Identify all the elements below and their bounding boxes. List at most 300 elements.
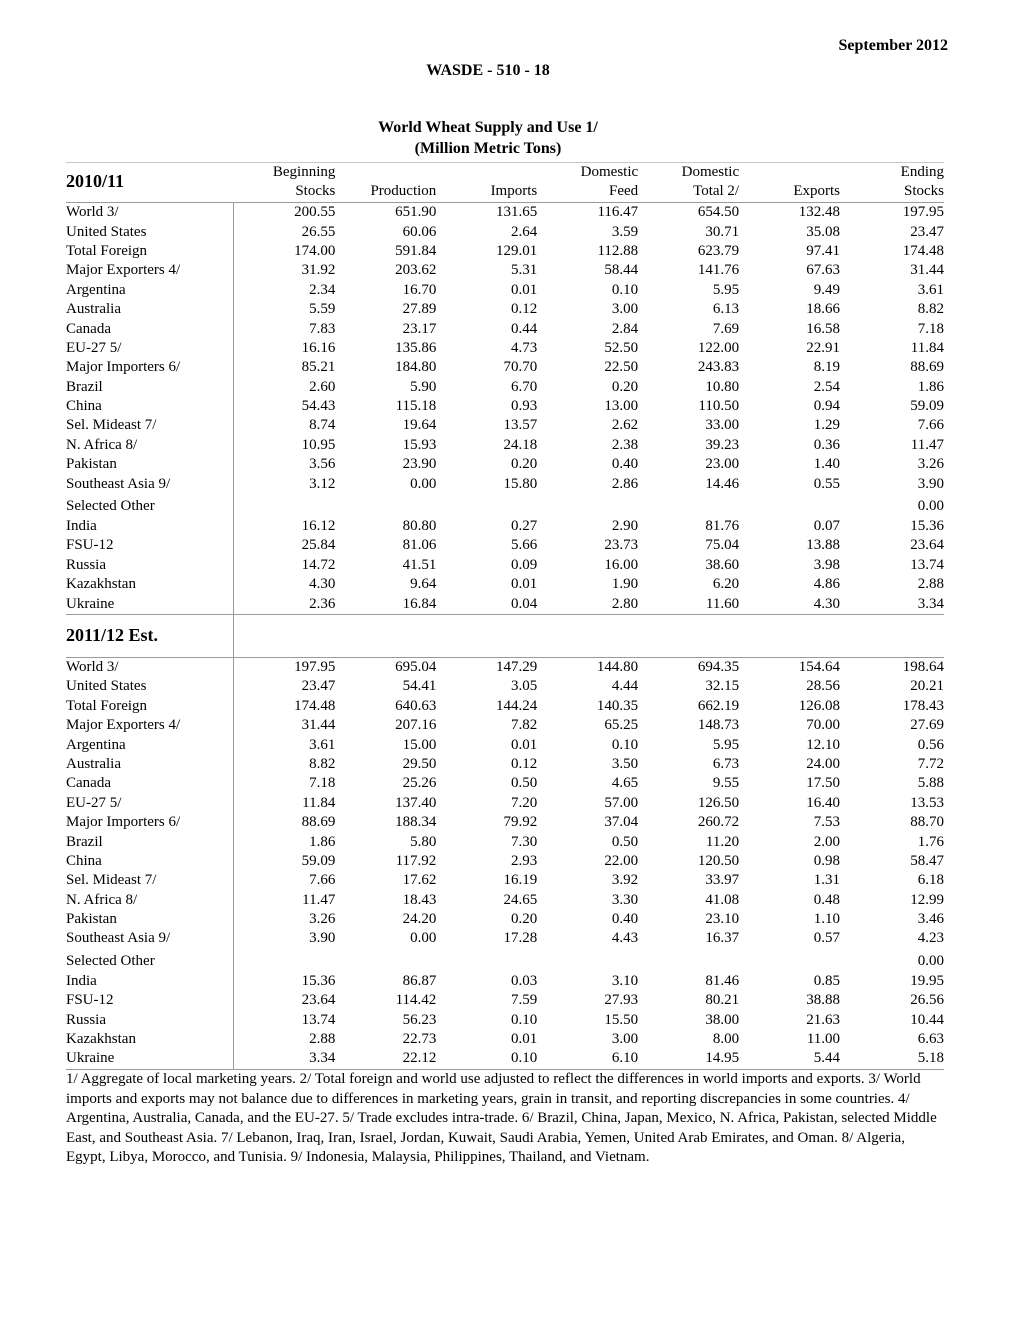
- table-cell: 16.84: [335, 594, 436, 614]
- table-cell: 174.48: [294, 697, 336, 714]
- table-cell: 207.16: [395, 717, 437, 734]
- table-row: [66, 378, 944, 397]
- table-cell: 39.23: [705, 436, 740, 453]
- table-row: [66, 1030, 944, 1049]
- table-cell: 3.10: [611, 972, 639, 989]
- table-cell: 0.20: [510, 456, 538, 473]
- table-cell: 70.70: [503, 359, 538, 376]
- table-cell: 2.84: [611, 320, 639, 337]
- table-cell: 117.92: [395, 852, 437, 869]
- column-header-top: Domestic: [537, 163, 638, 183]
- table-cell: 33.00: [705, 417, 740, 434]
- table-cell: 67.63: [806, 262, 841, 279]
- table-row: [66, 474, 944, 493]
- table-cell: 12.99: [910, 891, 944, 908]
- table-cell: 8.74: [309, 417, 336, 434]
- table-cell: 19.95: [910, 972, 944, 989]
- table-cell: 0.00: [917, 497, 944, 514]
- table-cell: 197.95: [840, 203, 944, 223]
- table-cell: 16.40: [806, 794, 841, 811]
- table-cell: 16.58: [806, 320, 841, 337]
- table-cell: 0.07: [813, 518, 841, 535]
- table-cell: 88.69: [910, 359, 944, 376]
- table-cell: 0.10: [510, 1011, 538, 1028]
- table-cell: 11.60: [638, 594, 739, 614]
- column-header-top: Ending: [840, 163, 944, 183]
- column-header: Stocks: [295, 183, 336, 199]
- table-cell: 59.09: [910, 398, 944, 415]
- year-heading: 2011/12 Est.: [66, 624, 159, 645]
- table-cell: 32.15: [705, 678, 740, 695]
- table-cell: 24.18: [503, 436, 538, 453]
- table-cell: 126.50: [697, 794, 740, 811]
- table-cell: 0.94: [813, 398, 841, 415]
- table-cell: 80.80: [402, 518, 437, 535]
- table-cell: 144.24: [495, 697, 538, 714]
- table-cell: 3.26: [309, 911, 336, 928]
- row-label: Kazakhstan: [66, 1030, 233, 1049]
- table-cell: 0.40: [611, 456, 639, 473]
- table-cell: 37.04: [604, 814, 639, 831]
- table-cell: 114.42: [395, 992, 437, 1009]
- table-cell: 200.55: [233, 203, 335, 223]
- row-label: Australia: [66, 755, 233, 774]
- table-cell: 7.30: [510, 833, 538, 850]
- table-row: [66, 397, 944, 416]
- table-row: [66, 657, 944, 677]
- table-cell: 2.54: [813, 378, 841, 395]
- table-cell: 16.00: [604, 556, 639, 573]
- year-heading: 2010/11: [66, 171, 125, 191]
- row-label: World 3/: [66, 203, 233, 223]
- row-label: Russia: [66, 556, 233, 575]
- table-cell: 1.86: [917, 378, 944, 395]
- table-cell: 25.26: [402, 775, 437, 792]
- table-cell: 10.44: [910, 1011, 944, 1028]
- table-cell: 3.98: [813, 556, 841, 573]
- year-row-spacer: [233, 614, 944, 657]
- table-cell: 1.76: [917, 833, 944, 850]
- table-cell: [335, 494, 436, 517]
- row-label: Major Exporters 4/: [66, 261, 233, 280]
- table-cell: 0.36: [813, 436, 841, 453]
- table-cell: 5.95: [712, 281, 740, 298]
- table-cell: 65.25: [604, 717, 639, 734]
- table-cell: 3.90: [309, 930, 336, 947]
- table-cell: 13.00: [604, 398, 639, 415]
- table-cell: 116.47: [537, 203, 638, 223]
- table-cell: 38.60: [705, 556, 740, 573]
- column-header: Total 2/: [693, 183, 740, 199]
- table-cell: 8.82: [917, 301, 944, 318]
- table-cell: 4.86: [813, 576, 841, 593]
- table-cell: 144.80: [537, 657, 638, 677]
- table-cell: 135.86: [395, 339, 437, 356]
- row-label: N. Africa 8/: [66, 891, 233, 910]
- table-cell: 22.00: [604, 852, 639, 869]
- table-cell: 141.76: [697, 262, 740, 279]
- table-row: [66, 575, 944, 594]
- table-cell: 3.34: [840, 594, 944, 614]
- table-title: World Wheat Supply and Use 1/: [378, 119, 598, 136]
- table-cell: 24.65: [503, 891, 538, 908]
- table-cell: 15.36: [301, 972, 336, 989]
- table-cell: 33.97: [705, 872, 740, 889]
- table-cell: 126.08: [798, 697, 841, 714]
- table-cell: 2.88: [917, 576, 944, 593]
- table-cell: 11.84: [910, 339, 944, 356]
- table-cell: 2.38: [611, 436, 639, 453]
- table-cell: 137.40: [395, 794, 437, 811]
- year-section-row: [66, 614, 944, 657]
- table-cell: 243.83: [697, 359, 740, 376]
- table-cell: 3.56: [309, 456, 336, 473]
- table-cell: 115.18: [395, 398, 437, 415]
- table-cell: 4.43: [611, 930, 639, 947]
- table-cell: 26.55: [301, 223, 336, 240]
- row-label: Brazil: [66, 832, 233, 851]
- table-cell: 7.69: [712, 320, 740, 337]
- table-row: [66, 891, 944, 910]
- table-cell: 174.48: [902, 242, 944, 259]
- table-cell: 591.84: [395, 242, 437, 259]
- table-cell: 3.00: [611, 301, 639, 318]
- table-cell: 22.91: [806, 339, 841, 356]
- table-cell: 4.44: [611, 678, 639, 695]
- table-cell: 651.90: [335, 203, 436, 223]
- row-label: Southeast Asia 9/: [66, 474, 233, 493]
- table-cell: 662.19: [697, 697, 740, 714]
- table-cell: 11.47: [910, 436, 944, 453]
- table-cell: 9.55: [712, 775, 740, 792]
- table-cell: 203.62: [395, 262, 437, 279]
- table-cell: 7.18: [309, 775, 336, 792]
- table-cell: [436, 494, 537, 517]
- table-cell: 0.55: [813, 475, 841, 492]
- table-cell: 147.29: [436, 657, 537, 677]
- table-row: [66, 794, 944, 813]
- table-row: [66, 735, 944, 754]
- table-cell: 25.84: [301, 537, 336, 554]
- table-cell: 623.79: [697, 242, 740, 259]
- table-cell: [436, 949, 537, 972]
- table-cell: [233, 494, 335, 517]
- table-cell: 132.48: [739, 203, 840, 223]
- table-cell: 0.20: [510, 911, 538, 928]
- table-cell: 81.46: [705, 972, 740, 989]
- table-cell: 122.00: [697, 339, 740, 356]
- table-row: [66, 339, 944, 358]
- table-cell: 17.28: [503, 930, 538, 947]
- table-cell: 11.47: [302, 891, 336, 908]
- report-date: September 2012: [838, 37, 948, 54]
- table-row: [66, 358, 944, 377]
- row-label: China: [66, 852, 233, 871]
- table-cell: 81.06: [402, 537, 437, 554]
- table-cell: 7.20: [510, 794, 538, 811]
- table-cell: 3.61: [309, 736, 336, 753]
- table-cell: 23.64: [301, 992, 336, 1009]
- table-cell: 0.12: [510, 301, 538, 318]
- table-cell: 120.50: [697, 852, 740, 869]
- table-cell: 86.87: [402, 972, 437, 989]
- table-cell: [537, 949, 638, 972]
- table-cell: 24.20: [402, 911, 437, 928]
- table-cell: 52.50: [604, 339, 639, 356]
- table-cell: 184.80: [395, 359, 437, 376]
- table-cell: 2.88: [309, 1031, 336, 1048]
- table-cell: 14.46: [705, 475, 740, 492]
- column-header-row-top: [66, 163, 944, 183]
- table-cell: 38.88: [806, 992, 841, 1009]
- table-cell: 23.00: [705, 456, 740, 473]
- table-cell: 7.53: [813, 814, 841, 831]
- table-cell: 174.00: [294, 242, 336, 259]
- table-row: [66, 222, 944, 241]
- row-label: Sel. Mideast 7/: [66, 416, 233, 435]
- table-cell: 0.50: [510, 775, 538, 792]
- table-cell: 0.01: [510, 1031, 538, 1048]
- table-cell: 4.30: [309, 576, 336, 593]
- table-cell: 3.50: [611, 755, 639, 772]
- table-row: [66, 972, 944, 991]
- table-row: [66, 949, 944, 972]
- table-cell: 5.44: [739, 1049, 840, 1069]
- table-cell: [638, 949, 739, 972]
- table-cell: [537, 494, 638, 517]
- table-cell: 110.50: [698, 398, 740, 415]
- table-cell: 15.00: [402, 736, 437, 753]
- table-subtitle: (Million Metric Tons): [414, 140, 562, 157]
- table-row: [66, 991, 944, 1010]
- footnotes: 1/ Aggregate of local marketing years. 2/ Total foreign and world use adjusted to reflect the differences in world imports and exports. 3/ World imports and exports may not balance due to differences in marketing years, grain in transit, and reporting discrepancies in some countries. 4/ Argentina, Australia, Canada, and the EU-27. 5/ Trade excludes intra-trade. 6/ Brazil, China, Japan, Mexico, N. Africa, Pakistan, selected Middle East, and Southeast Asia. 7/ Lebanon, Iraq, Iran, Israel, Jordan, Kuwait, Saudi Arabia, Yemen, United Arab Emirates, and Oman. 8/ Algeria, Egypt, Libya, Morocco, and Tunisia. 9/ Indonesia, Malaysia, Philippines, Thailand, and Vietnam.: [66, 1071, 937, 1165]
- table-cell: 1.40: [813, 456, 841, 473]
- table-cell: 5.90: [410, 378, 437, 395]
- table-cell: 0.10: [436, 1049, 537, 1069]
- table-cell: 31.92: [301, 262, 336, 279]
- table-cell: 2.00: [813, 833, 841, 850]
- table-cell: 0.93: [510, 398, 538, 415]
- table-row: [66, 536, 944, 555]
- table-cell: 0.20: [611, 378, 639, 395]
- table-cell: 5.18: [840, 1049, 944, 1069]
- table-cell: 0.00: [917, 952, 944, 969]
- table-cell: 694.35: [638, 657, 739, 677]
- table-cell: 1.31: [813, 872, 841, 889]
- table-cell: 15.50: [604, 1011, 639, 1028]
- table-cell: 7.83: [309, 320, 336, 337]
- row-label: United States: [66, 222, 233, 241]
- row-label: Canada: [66, 319, 233, 338]
- table-cell: 0.44: [510, 320, 538, 337]
- row-label: World 3/: [66, 657, 233, 677]
- table-cell: 17.50: [806, 775, 841, 792]
- table-cell: 2.34: [309, 281, 336, 298]
- table-cell: 54.43: [301, 398, 336, 415]
- table-cell: 3.05: [510, 678, 538, 695]
- report-id: WASDE - 510 - 18: [426, 62, 550, 79]
- table-row: [66, 517, 944, 536]
- table-cell: 6.73: [712, 755, 740, 772]
- table-cell: 695.04: [335, 657, 436, 677]
- table-cell: 0.57: [813, 930, 841, 947]
- table-cell: 0.01: [510, 281, 538, 298]
- table-cell: 148.73: [697, 717, 740, 734]
- table-cell: 12.10: [806, 736, 841, 753]
- table-row: [66, 261, 944, 280]
- row-label: EU-27 5/: [66, 339, 233, 358]
- table-cell: 11.00: [806, 1031, 841, 1048]
- table-cell: 59.09: [301, 852, 336, 869]
- row-label: Australia: [66, 300, 233, 319]
- table-cell: 131.65: [436, 203, 537, 223]
- table-cell: 5.88: [917, 775, 944, 792]
- row-label: Pakistan: [66, 455, 233, 474]
- table-cell: 7.18: [917, 320, 944, 337]
- table-row: [66, 300, 944, 319]
- row-label: India: [66, 517, 233, 536]
- row-label: FSU-12: [66, 536, 233, 555]
- table-cell: 23.47: [910, 223, 944, 240]
- row-label: Argentina: [66, 735, 233, 754]
- table-cell: 8.19: [813, 359, 841, 376]
- row-label: Southeast Asia 9/: [66, 929, 233, 948]
- table-cell: 0.48: [813, 891, 841, 908]
- table-cell: 22.50: [604, 359, 639, 376]
- column-header: Stocks: [903, 183, 944, 199]
- table-cell: 6.18: [917, 872, 944, 889]
- table-cell: 3.30: [611, 891, 639, 908]
- table-cell: 654.50: [638, 203, 739, 223]
- table-cell: 27.89: [402, 301, 437, 318]
- table-cell: 79.92: [503, 814, 538, 831]
- row-label: United States: [66, 677, 233, 696]
- table-row: [66, 852, 944, 871]
- table-cell: 14.95: [638, 1049, 739, 1069]
- table-cell: 56.23: [402, 1011, 437, 1028]
- table-cell: 29.50: [402, 755, 437, 772]
- table-cell: 88.69: [301, 814, 336, 831]
- table-cell: 16.19: [503, 872, 538, 889]
- table-cell: 16.16: [301, 339, 336, 356]
- table-cell: 3.59: [611, 223, 639, 240]
- table-cell: 2.64: [510, 223, 538, 240]
- table-cell: 28.56: [806, 678, 841, 695]
- table-cell: 31.44: [910, 262, 944, 279]
- table-row: [66, 677, 944, 696]
- table-cell: 27.69: [910, 717, 944, 734]
- table-cell: 22.73: [402, 1031, 437, 1048]
- table-cell: 20.21: [910, 678, 944, 695]
- table-cell: 0.10: [611, 736, 639, 753]
- table-cell: 3.34: [233, 1049, 335, 1069]
- row-label: FSU-12: [66, 991, 233, 1010]
- table-cell: 2.93: [510, 852, 538, 869]
- column-header-top: [335, 163, 436, 183]
- table-cell: 18.66: [806, 301, 841, 318]
- table-cell: 7.66: [309, 872, 336, 889]
- row-label: Canada: [66, 774, 233, 793]
- table-cell: 70.00: [806, 717, 841, 734]
- table-cell: 11.84: [302, 794, 336, 811]
- row-label: Russia: [66, 1010, 233, 1029]
- table-cell: [335, 949, 436, 972]
- table-row: [66, 832, 944, 851]
- table-cell: [638, 494, 739, 517]
- table-row: [66, 813, 944, 832]
- table-cell: [739, 949, 840, 972]
- column-header-top: Domestic: [638, 163, 739, 183]
- table-cell: 5.95: [712, 736, 740, 753]
- table-row: [66, 716, 944, 735]
- table-row: [66, 755, 944, 774]
- table-cell: 57.00: [604, 794, 639, 811]
- table-cell: 3.61: [917, 281, 944, 298]
- table-cell: 0.10: [611, 281, 639, 298]
- table-cell: 1.86: [309, 833, 336, 850]
- table-cell: 0.56: [917, 736, 944, 753]
- table-cell: 58.47: [910, 852, 944, 869]
- table-cell: 75.04: [705, 537, 740, 554]
- table-cell: 17.62: [402, 872, 437, 889]
- wheat-supply-table: [66, 162, 944, 1070]
- column-header: Production: [370, 183, 437, 199]
- table-cell: 5.59: [309, 301, 336, 318]
- row-label: Brazil: [66, 378, 233, 397]
- table-cell: 0.04: [436, 594, 537, 614]
- table-row: [66, 242, 944, 261]
- table-cell: 41.51: [402, 556, 437, 573]
- table-cell: 13.88: [806, 537, 841, 554]
- table-cell: 10.95: [301, 436, 336, 453]
- table-cell: 2.90: [611, 518, 639, 535]
- table-cell: 2.62: [611, 417, 639, 434]
- table-cell: 0.50: [611, 833, 639, 850]
- table-title-block: [0, 117, 976, 159]
- table-row: [66, 929, 944, 948]
- row-label: Selected Other: [66, 494, 233, 517]
- table-cell: 5.31: [510, 262, 538, 279]
- table-cell: [739, 494, 840, 517]
- table-row: [66, 556, 944, 575]
- table-row: [66, 697, 944, 716]
- table-cell: 6.70: [510, 378, 538, 395]
- row-label: Ukraine: [66, 594, 233, 614]
- table-cell: 0.01: [510, 736, 538, 753]
- table-cell: [233, 949, 335, 972]
- column-header: Imports: [490, 183, 538, 199]
- table-cell: 1.10: [813, 911, 841, 928]
- table-cell: 8.00: [712, 1031, 740, 1048]
- table-cell: 0.98: [813, 852, 841, 869]
- table-cell: 13.74: [301, 1011, 336, 1028]
- table-cell: 15.80: [503, 475, 538, 492]
- table-cell: 0.03: [510, 972, 538, 989]
- table-cell: 0.12: [510, 755, 538, 772]
- table-cell: 80.21: [705, 992, 740, 1009]
- column-header: Feed: [609, 183, 639, 199]
- table-cell: 197.95: [233, 657, 335, 677]
- table-cell: 60.06: [402, 223, 437, 240]
- table-cell: 14.72: [301, 556, 336, 573]
- table-cell: 22.12: [335, 1049, 436, 1069]
- row-label: N. Africa 8/: [66, 436, 233, 455]
- table-cell: 0.85: [813, 972, 841, 989]
- table-cell: 38.00: [705, 1011, 740, 1028]
- table-cell: 2.36: [233, 594, 335, 614]
- row-label: Major Exporters 4/: [66, 716, 233, 735]
- table-cell: 11.20: [705, 833, 740, 850]
